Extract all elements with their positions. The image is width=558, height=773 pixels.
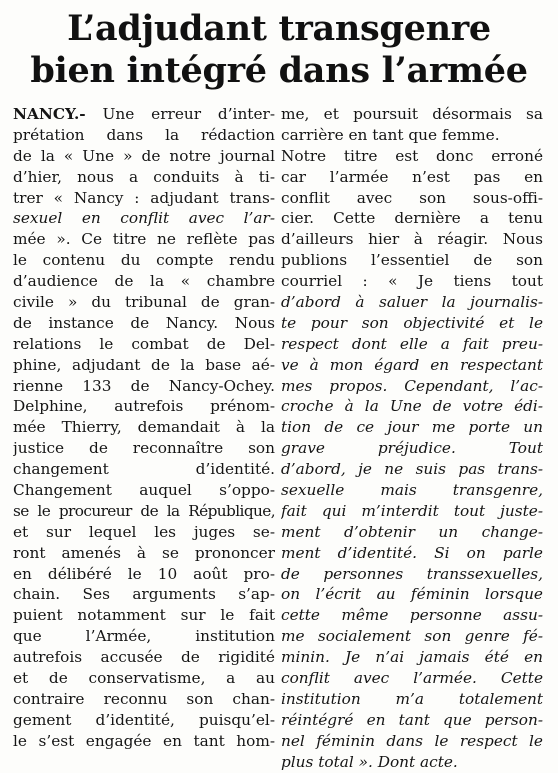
body-line: trer « Nancy : adjudant trans- [13, 188, 275, 207]
body-line: d’abord, je ne suis pas trans- [281, 460, 543, 479]
body-line: mée Thierry, demandait à la [13, 418, 275, 437]
body-line: grave préjudice. Tout [281, 439, 543, 458]
body-line: te pour son objectivité et le [281, 313, 543, 332]
body-line: courriel : « Je tiens tout [281, 272, 543, 291]
body-line: rienne 133 de Nancy-Ochey. [13, 376, 275, 395]
body-line: d’audience de la « chambre [13, 272, 275, 291]
article-column-right [281, 104, 543, 773]
body-line: carrière en tant que femme. [281, 125, 500, 144]
body-line: chain. Ses arguments s’ap- [13, 585, 275, 604]
body-line: et sur lequel les juges se- [13, 522, 275, 541]
body-line: me socialement son genre fé- [281, 627, 543, 646]
body-line: fait qui m’interdit tout juste- [281, 501, 543, 520]
body-line: le s’est engagée en tant hom- [13, 731, 275, 750]
body-line: mée ». Ce titre ne reflète pas [13, 230, 275, 249]
body-line: Notre titre est donc erroné [281, 146, 543, 165]
body-line: conflit avec l’armée. Cette [281, 669, 543, 688]
body-line: sexuel en conflit avec l’ar- [13, 209, 275, 228]
body-line: sexuelle mais transgenre, [281, 481, 543, 500]
body-line: cier. Cette dernière a tenu [281, 209, 543, 228]
body-line: que l’Armée, institution [13, 627, 275, 646]
body-line: se le procureur de la République, [13, 501, 275, 520]
body-line: croche à la Une de votre édi- [281, 397, 543, 416]
body-line: mes propos. Cependant, l’ac- [281, 376, 543, 395]
body-line: cette même personne assu- [281, 606, 543, 625]
body-line: ment d’obtenir un change- [281, 522, 543, 541]
body-line: réintégré en tant que person- [281, 710, 543, 729]
body-line: institution m’a totalement [281, 689, 543, 708]
body-line: le contenu du compte rendu [13, 251, 275, 270]
body-line: civile » du tribunal de gran- [13, 293, 275, 312]
body-line: minin. Je n’ai jamais été en [281, 648, 543, 667]
body-line: conflit avec son sous-offi- [281, 188, 543, 207]
body-line: relations le combat de Del- [13, 334, 275, 353]
body-line: nel féminin dans le respect le [281, 731, 543, 750]
body-line: contraire reconnu son chan- [13, 689, 275, 708]
body-line: ment d’identité. Si on parle [281, 543, 543, 562]
body-line: de instance de Nancy. Nous [13, 313, 275, 332]
body-line: plus total ». Dont acte. [281, 752, 458, 771]
body-line: d’ailleurs hier à réagir. Nous [281, 230, 543, 249]
body-line: publions l’essentiel de son [281, 251, 543, 270]
body-line: en délibéré le 10 août pro- [13, 564, 275, 583]
body-line: gement d’identité, puisqu’el- [13, 710, 275, 729]
body-line: justice de reconnaître son [13, 439, 275, 458]
body-line: d’hier, nous a conduits à ti- [13, 167, 275, 186]
body-line: ront amenés à se prononcer [13, 543, 275, 562]
body-line: tion de ce jour me porte un [281, 418, 543, 437]
body-line: Changement auquel s’oppo- [13, 481, 275, 500]
body-line: NANCY.- Une erreur d’inter- [13, 105, 275, 123]
body-line: respect dont elle a fait preu- [281, 334, 543, 353]
article-headline [0, 8, 558, 92]
body-line: et de conservatisme, a au [13, 669, 275, 688]
headline-line-1: L’adjudant transgenre [67, 8, 491, 49]
article-column-left [13, 104, 275, 752]
headline-line-2: bien intégré dans l’armée [30, 50, 528, 91]
body-line: on l’écrit au féminin lorsque [281, 585, 543, 604]
body-line: car l’armée n’est pas en [281, 167, 543, 186]
body-line: phine, adjudant de la base aé- [13, 355, 275, 374]
body-line: de la « Une » de notre journal [13, 146, 275, 165]
body-line: changement d’identité. [13, 460, 275, 479]
body-line: Delphine, autrefois prénom- [13, 397, 275, 416]
body-line: ve à mon égard en respectant [281, 355, 543, 374]
body-line: puient notamment sur le fait [13, 606, 275, 625]
body-line: d’abord à saluer la journalis- [281, 293, 543, 312]
body-line: me, et poursuit désormais sa [281, 105, 543, 123]
body-line: autrefois accusée de rigidité [13, 648, 275, 667]
body-line: prétation dans la rédaction [13, 125, 275, 144]
body-line: de personnes transsexuelles, [281, 564, 543, 583]
dateline: NANCY.- [13, 105, 86, 123]
